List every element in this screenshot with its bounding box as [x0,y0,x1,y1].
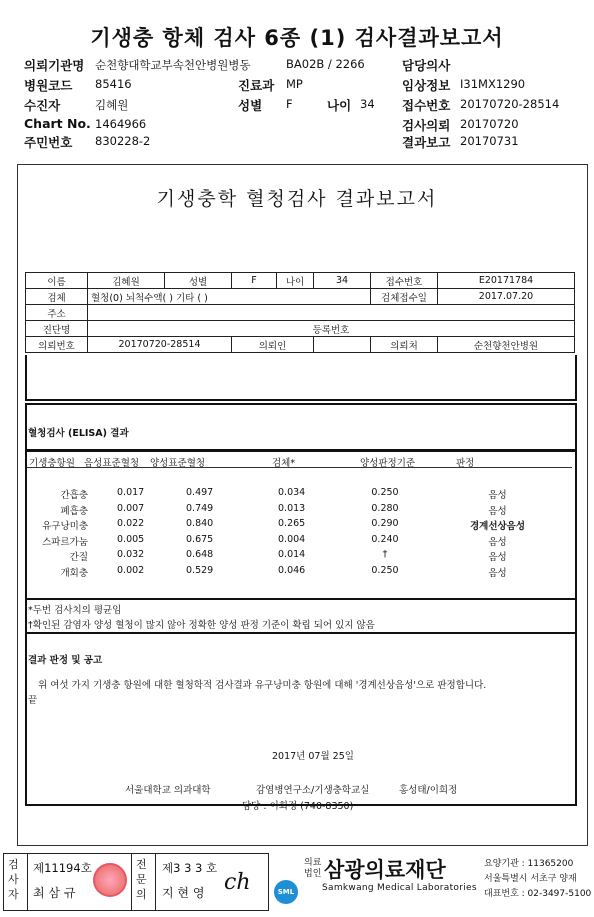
value-chart-no: 1464966 [95,117,147,131]
cell-specimen-label: 검체 [26,289,88,305]
cell-specimen-date-label: 검체접수일 [371,289,438,305]
divider [131,853,132,911]
cell-pos: 0.529 [186,564,214,576]
cell-name: 개회충 [60,567,88,579]
col-cutoff: 양성판정기준 [360,458,416,469]
table-row [26,289,575,305]
cell-name: 간질 [69,552,88,563]
cell-request-no-value: 20170720-28514 [88,337,232,353]
cell-requester-value [314,337,371,353]
label-receipt-no: 접수번호 [402,98,451,113]
label-test-request: 검사의뢰 [402,118,451,133]
label-hospital-code: 병원코드 [24,78,73,93]
label-clinical-info: 임상정보 [402,78,451,93]
cell-requesting-org-label: 의뢰처 [371,337,438,353]
conclusion-box [25,632,577,806]
sml-logo-icon: SML [274,880,298,904]
cell-neg: 0.022 [117,518,145,529]
cell-sample: 0.265 [278,518,306,529]
conclusion-end: 끝 [28,695,38,706]
cell-age-label: 나이 [277,273,314,289]
value-resident-no: 830228-2 [95,134,151,148]
org-prefix-2: 법인 [304,869,322,879]
cell-name: 폐흡충 [60,505,88,517]
cell-result: 음성 [488,536,507,548]
cell-cut: 0.250 [371,487,399,498]
org-prefix-1: 의료 [304,858,322,868]
cell-result: 음성 [488,505,507,517]
value-hospital-code: 85416 [95,77,132,91]
table-row [26,337,575,353]
cell-cut: 0.290 [371,518,399,529]
inspector-name: 최 삼 규 [33,886,76,900]
blank-section [25,355,577,401]
label-doctor: 담당의사 [402,58,451,73]
cell-pos: 0.648 [186,549,214,560]
cell-cut: 0.240 [371,533,399,545]
cell-pos: 0.749 [186,502,214,514]
cell-neg: 0.007 [117,502,145,514]
report-title: 기생충 항체 검사 6종 (1) 검사결과보고서 [90,26,504,50]
org-phone: 대표번호 : 02-3497-5100 [484,889,592,899]
value-age: 34 [360,97,375,111]
contact-info: 담당 : 이희정 (740-8350) [242,801,354,812]
label-patient: 수진자 [24,98,61,113]
cell-receipt-value: E20171784 [438,273,575,289]
col-antigen: 기생충항원 [29,458,75,469]
cell-address-value [88,305,575,321]
value-clinical-info: I31MX1290 [460,77,526,91]
cell-sex-value: F [232,273,277,289]
org-name: 삼광의료재단 [324,858,446,882]
label-age: 나이 [327,98,352,113]
cell-age-value: 34 [314,273,371,289]
org-department: 감염병연구소/기생충학교실 [256,785,370,796]
cell-neg: 0.032 [117,549,145,560]
note-average: *두번 검사치의 평균임 [28,605,122,616]
report-date: 2017년 07월 25일 [272,751,354,762]
cell-cut: 0.280 [371,502,399,514]
cell-specimen-value: 혈청(0) 뇌척수액( ) 기타 ( ) [88,289,371,305]
cell-reg-label: 등록번호 [88,321,575,337]
table-row [26,321,575,337]
cell-name: 스파르가눔 [42,536,88,548]
section-title: 혈청검사 (ELISA) 결과 [28,428,129,439]
label-department: 진료과 [238,78,275,93]
cell-name: 유구낭미충 [42,521,88,532]
value-institution: 순천향대학교부속천안병원병동 [95,58,251,72]
cell-sample: 0.046 [278,564,306,576]
col-negative: 음성표준혈청 [84,458,140,469]
doctor-signature: ch [224,870,251,895]
cell-cut: † [382,549,388,560]
col-sample: 검체* [272,458,296,469]
col-positive: 양성표준혈청 [150,458,206,469]
divider [155,853,156,911]
label-resident-no: 주민번호 [24,135,73,150]
doctor-name: 지 현 영 [162,886,205,900]
cell-name-value: 김혜원 [88,273,165,289]
inspector-license: 제11194호 [33,861,92,875]
cell-diagnosis-label: 진단명 [26,321,88,337]
value-department: MP [286,77,303,91]
cell-address-label: 주소 [26,305,88,321]
value-result-report: 20170731 [460,134,519,148]
cell-name: 간흡충 [60,490,88,501]
patient-info-table [25,272,575,353]
doc-subtitle: 기생충학 혈청검사 결과보고서 [156,188,438,210]
seal-stamp-icon [93,863,127,897]
cell-neg: 0.017 [117,487,145,498]
label-result-report: 결과보고 [402,135,451,150]
cell-result: 음성 [488,552,507,563]
table-row [26,305,575,321]
label-chart-no: Chart No. [24,116,91,131]
cell-neg: 0.005 [117,533,145,545]
cell-receipt-label: 접수번호 [371,273,438,289]
footer [0,850,594,917]
doctor-label: 전문의 [136,858,147,901]
cell-sex-label: 성별 [165,273,232,289]
value-sex: F [286,97,293,111]
cell-result: 음성 [488,567,507,579]
cell-sample: 0.014 [278,549,306,560]
cell-result: 음성 [488,490,507,501]
cell-pos: 0.497 [186,487,214,498]
cell-sample: 0.034 [278,487,306,498]
cell-requester-label: 의뢰인 [232,337,314,353]
org-name-en: Samkwang Medical Laboratories [322,883,477,893]
org-university: 서울대학교 의과대학 [125,785,211,796]
cell-specimen-date-value: 2017.07.20 [438,289,575,305]
org-people: 홍성태/이희정 [399,785,458,796]
cell-pos: 0.675 [186,533,214,545]
cell-sample: 0.013 [278,502,306,514]
cell-sample: 0.004 [278,533,306,545]
cell-neg: 0.002 [117,564,145,576]
org-address: 서울특별시 서초구 양재 [484,874,577,884]
conclusion-title: 결과 판정 및 공고 [28,655,103,666]
cell-result: 경계선상음성 [469,521,526,532]
divider [27,853,28,911]
org-prefix [304,858,321,880]
org-code: 요양기관 : 11365200 [484,859,574,869]
value-receipt-no: 20170720-28514 [460,97,560,111]
value-ward: BA02B / 2266 [286,57,365,71]
cell-requesting-org-value: 순천향천안병원 [438,337,575,353]
cell-cut: 0.250 [371,564,399,576]
label-sex: 성별 [238,98,263,113]
table-row [26,273,575,289]
cell-pos: 0.840 [186,518,214,529]
cell-request-no-label: 의뢰번호 [26,337,88,353]
note-cutoff: †확인된 감염자 양성 혈청이 많지 않아 정확한 양성 판정 기준이 확립 되어 있지 않음 [28,620,375,631]
doctor-license: 제3 3 3 호 [162,861,218,875]
value-test-request: 20170720 [460,117,519,131]
cell-name-label: 이름 [26,273,88,289]
inspector-label: 검사자 [8,858,19,901]
conclusion-text: 위 여섯 가지 기생충 항원에 대한 혈청학적 검사결과 유구낭미충 항원에 대해 '경계선상음성'으로 판정합니다. [38,680,487,691]
col-result: 판정 [456,458,475,469]
label-institution: 의뢰기관명 [24,58,85,73]
value-patient: 김혜원 [95,98,129,112]
